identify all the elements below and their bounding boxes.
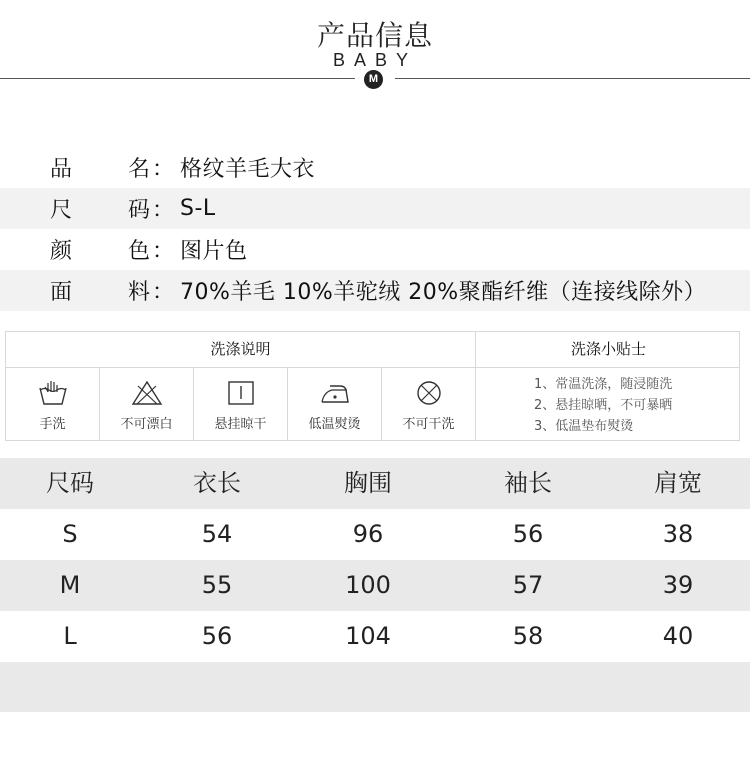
info-colon: ：	[152, 198, 175, 223]
brand-badge: M	[364, 70, 383, 89]
wash-tip: 1、常温洗涤，随浸随洗	[534, 377, 673, 392]
info-value: 图片色	[180, 239, 248, 264]
hang-dry-icon	[224, 378, 258, 408]
table-cell: 57	[512, 571, 544, 599]
info-label: 品名	[50, 157, 150, 182]
info-label: 面料	[50, 280, 150, 305]
table-row	[0, 611, 750, 662]
table-cell: L	[63, 622, 77, 650]
table-cell: 56	[201, 622, 233, 650]
care-label: 手洗	[39, 417, 66, 432]
care-label: 不可漂白	[120, 417, 173, 432]
hand-wash-icon	[36, 378, 70, 408]
table-cell: S	[62, 520, 78, 548]
table-cell: 104	[345, 622, 391, 650]
info-row-name	[0, 147, 750, 188]
divider-left	[0, 78, 355, 79]
table-cell: 55	[201, 571, 233, 599]
table-row-empty	[0, 662, 750, 712]
info-colon: ：	[152, 239, 175, 264]
info-value: 格纹羊毛大衣	[180, 157, 316, 182]
care-item-low-iron	[288, 368, 382, 440]
table-cell: 39	[662, 571, 694, 599]
wash-instructions-title: 洗涤说明	[6, 332, 476, 367]
wash-tips-list	[476, 368, 741, 440]
size-table	[0, 458, 750, 712]
page-header	[0, 0, 750, 100]
info-row-fabric	[0, 270, 750, 311]
info-value: 70%羊毛 10%羊驼绒 20%聚酯纤维（连接线除外）	[180, 280, 707, 305]
care-icons	[6, 368, 476, 440]
info-row-color	[0, 229, 750, 270]
page-title: 产品信息	[316, 19, 433, 52]
page-subtitle: BABY	[332, 50, 418, 70]
no-bleach-icon	[130, 378, 164, 408]
care-item-no-bleach	[100, 368, 194, 440]
table-cell: 56	[512, 520, 544, 548]
care-header	[6, 332, 739, 368]
column-header: 衣长	[193, 469, 241, 497]
column-header: 袖长	[504, 469, 552, 497]
product-info	[0, 147, 750, 311]
info-label: 尺码	[50, 198, 150, 223]
table-cell: 100	[345, 571, 391, 599]
info-colon: ：	[152, 280, 175, 305]
info-label: 颜色	[50, 239, 150, 264]
table-cell: 40	[662, 622, 694, 650]
wash-tip: 2、悬挂晾晒，不可暴晒	[534, 398, 673, 413]
column-header: 肩宽	[654, 469, 702, 497]
info-colon: ：	[152, 157, 175, 182]
table-row	[0, 560, 750, 611]
table-cell: 96	[352, 520, 384, 548]
info-row-size	[0, 188, 750, 229]
size-table-header	[0, 458, 750, 509]
care-label: 低温熨烫	[308, 417, 361, 432]
wash-tip: 3、低温垫布熨烫	[534, 419, 634, 434]
care-item-hand-wash	[6, 368, 100, 440]
low-iron-icon	[318, 378, 352, 408]
divider-right	[395, 78, 750, 79]
table-cell: 54	[201, 520, 233, 548]
info-value: S-L	[180, 196, 216, 221]
care-panel	[5, 331, 740, 441]
table-row	[0, 509, 750, 560]
wash-tips-title: 洗涤小贴士	[570, 340, 646, 358]
care-label: 悬挂晾干	[214, 417, 267, 432]
column-header: 尺码	[46, 469, 94, 497]
column-header: 胸围	[344, 469, 392, 497]
care-item-no-dry-clean	[382, 368, 476, 440]
care-item-hang-dry	[194, 368, 288, 440]
table-cell: M	[59, 571, 81, 599]
no-dry-clean-icon	[412, 378, 446, 408]
table-cell: 58	[512, 622, 544, 650]
care-label: 不可干洗	[402, 417, 455, 432]
table-cell: 38	[662, 520, 694, 548]
